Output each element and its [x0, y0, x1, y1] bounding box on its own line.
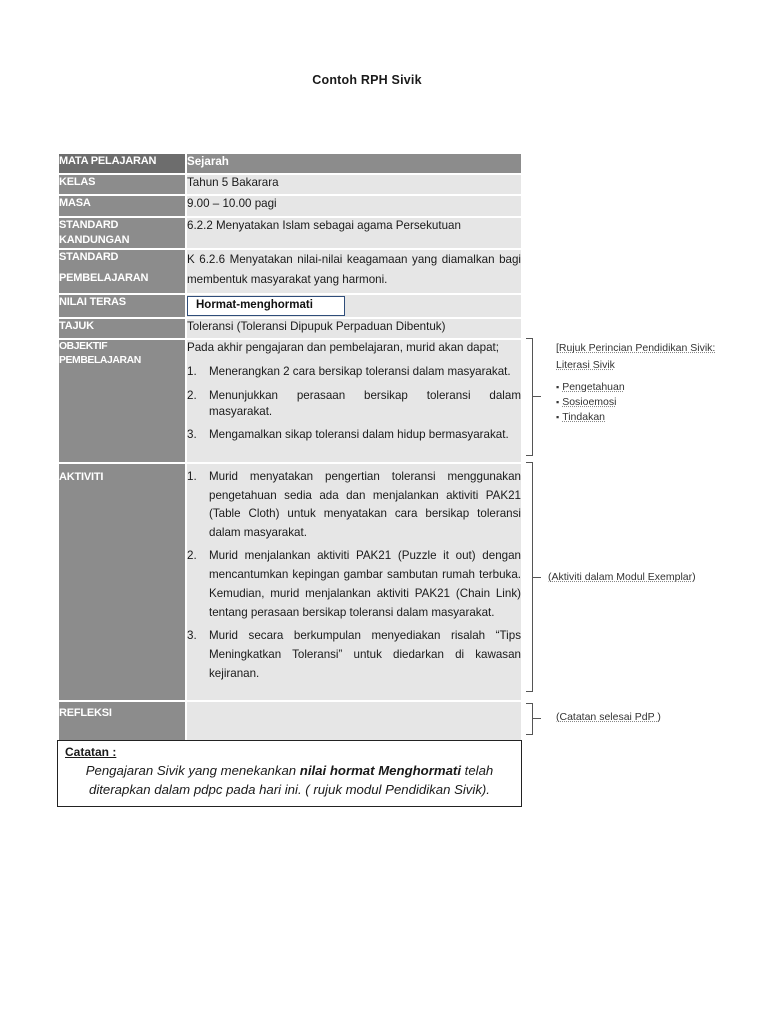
list-item — [187, 427, 521, 443]
note-aktiviti: (Aktiviti dalam Modul Exemplar) — [548, 571, 696, 583]
list-item — [187, 364, 521, 380]
item-number: 3. — [187, 428, 197, 442]
bracket-refleksi — [526, 703, 533, 735]
row-value: Tahun 5 Bakarara — [186, 174, 522, 195]
catatan-box — [57, 740, 522, 807]
row-value: Sejarah — [186, 153, 522, 174]
bracket-aktiviti — [526, 462, 533, 692]
row-label: STANDARD KANDUNGAN — [58, 217, 186, 249]
bracket-objektif — [526, 338, 533, 456]
note-refleksi: (Catatan selesai PdP ) — [556, 711, 661, 723]
row-label: KELAS — [58, 174, 186, 195]
row-value: Toleransi (Toleransi Dipupuk Perpaduan Dibentuk) — [186, 318, 522, 339]
item-text: Murid menjalankan aktiviti PAK21 (Puzzle it out) dengan mencantumkan kepingan gambar sambutan rumah terbuka. Kemudian, murid menjalankan aktiviti PAK21 (Chain Link) tentang perasaan bersikap toleransi dalam masyarakat. — [209, 549, 521, 619]
row-label: AKTIVITI — [58, 463, 186, 701]
row-label: MASA — [58, 195, 186, 217]
row-label: OBJEKTIF PEMBELAJARAN — [58, 339, 186, 463]
note-line: Literasi Sivik — [556, 358, 615, 371]
bracket-tick — [533, 577, 541, 578]
row-masa — [58, 195, 522, 217]
item-number: 2. — [187, 388, 197, 402]
row-value — [186, 339, 522, 463]
item-text: Menerangkan 2 cara bersikap toleransi dalam masyarakat. — [209, 365, 511, 379]
row-tajuk — [58, 318, 522, 339]
page-title: Contoh RPH Sivik — [312, 73, 422, 87]
row-label: MATA PELAJARAN — [58, 153, 186, 174]
item-text: Mengamalkan sikap toleransi dalam hidup bermasyarakat. — [209, 428, 509, 442]
aktiviti-list — [187, 468, 521, 684]
row-label-line: PEMBELAJARAN — [59, 271, 149, 284]
row-value: K 6.2.6 Menyatakan nilai-nilai keagamaan yang diamalkan bagi membentuk masyarakat yang harmoni. — [186, 249, 522, 294]
objektif-list — [187, 364, 521, 443]
catatan-text: Pengajaran Sivik yang menekankan nilai hormat Menghormati telah diterapkan dalam pdpc pada hari ini. ( rujuk modul Pendidikan Sivik). — [85, 763, 494, 797]
row-label: TAJUK — [58, 318, 186, 339]
list-item — [187, 468, 521, 544]
list-item: ▪ Pengetahuan — [556, 380, 756, 395]
row-value: 6.2.2 Menyatakan Islam sebagai agama Persekutuan — [186, 217, 522, 249]
row-refleksi — [58, 701, 522, 745]
item-text: Murid secara berkumpulan menyediakan risalah “Tips Meningkatkan Toleransi” untuk diedarkan di kawasan kejiranan. — [209, 628, 521, 680]
list-item: ▪ Tindakan — [556, 410, 756, 425]
bracket-tick — [533, 396, 541, 397]
note-objektif — [556, 340, 756, 425]
row-value: 9.00 – 10.00 pagi — [186, 195, 522, 217]
list-item — [187, 547, 521, 623]
item-number: 1. — [187, 365, 197, 379]
row-value — [186, 701, 522, 745]
list-item — [187, 388, 521, 419]
row-label — [58, 249, 186, 294]
row-label: NILAI TERAS — [58, 294, 186, 318]
row-label-line: STANDARD — [59, 250, 119, 263]
note-line: [Rujuk Perincian Pendidikan Sivik: — [556, 342, 716, 354]
row-kelas — [58, 174, 522, 195]
note-bullets — [556, 380, 756, 426]
row-standard-kandungan — [58, 217, 522, 249]
row-standard-pembelajaran — [58, 249, 522, 294]
row-objektif — [58, 339, 522, 463]
row-label: REFLEKSI — [58, 701, 186, 745]
item-text: Murid menyatakan pengertian toleransi menggunakan pengetahuan sedia ada dan menjalankan aktiviti PAK21 (Table Cloth) untuk menyatakan cara bersikap toleransi dalam masyarakat. — [209, 469, 521, 540]
nilai-teras-box: Hormat-menghormati — [187, 296, 345, 317]
row-nilai-teras — [58, 294, 522, 318]
row-aktiviti — [58, 463, 522, 701]
list-item — [187, 627, 521, 684]
item-text: Menunjukkan perasaan bersikap toleransi dalam masyarakat. — [209, 388, 521, 418]
row-value — [186, 294, 522, 318]
item-number: 2. — [187, 549, 197, 563]
item-number: 3. — [187, 628, 197, 642]
catatan-title: Catatan : — [65, 745, 117, 759]
objektif-intro: Pada akhir pengajaran dan pembelajaran, murid akan dapat; — [187, 340, 499, 354]
list-item: ▪ Sosioemosi — [556, 395, 756, 410]
row-value — [186, 463, 522, 701]
bracket-tick — [533, 718, 541, 719]
item-number: 1. — [187, 469, 197, 483]
row-mata-pelajaran — [58, 153, 522, 174]
rph-table — [57, 152, 523, 746]
